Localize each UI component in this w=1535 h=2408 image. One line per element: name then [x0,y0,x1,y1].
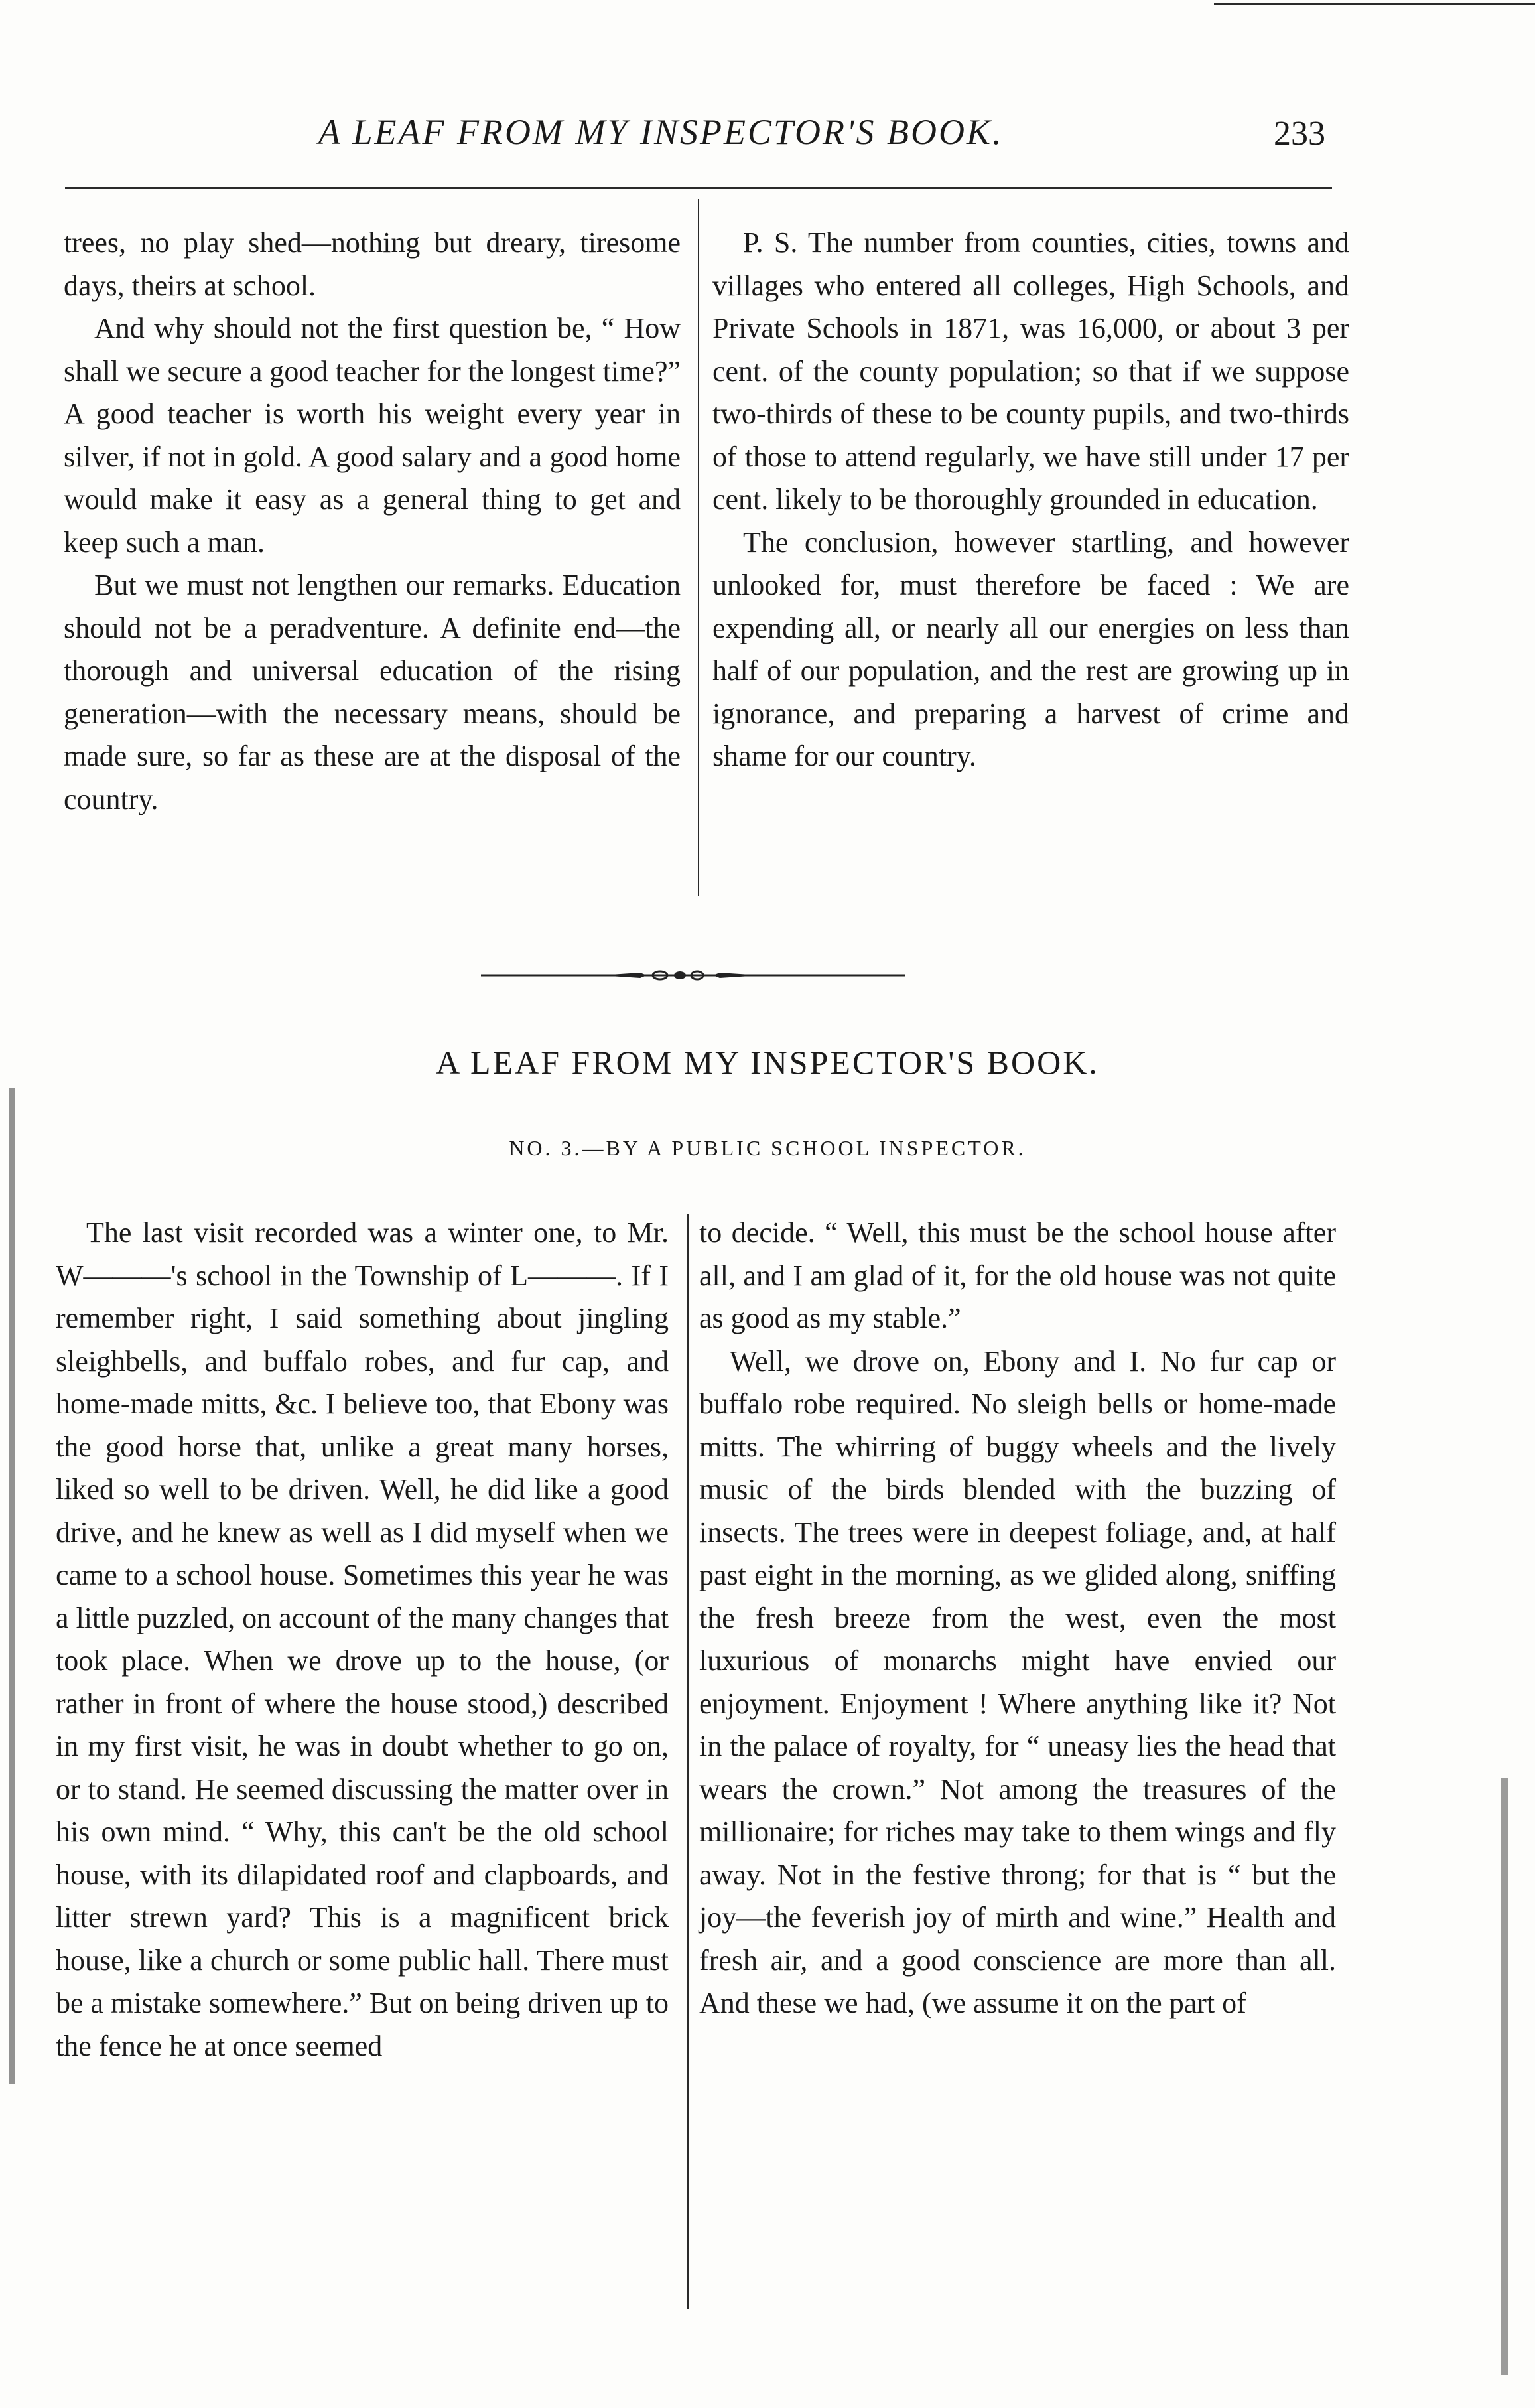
paragraph: P. S. The number from counties, cities, towns and villages who entered all colleges, High Schools, and Private Schools in 1871, was 16,000, or about 3 per cent. of the county population; so that if we suppose two-thirds of these to be county pupils, and two-thirds of those to attend regularly, we have still under 17 per cent. likely to be thoroughly grounded in education. [712,226,1349,516]
top-left-column [64,222,681,821]
corner-rule [1214,3,1535,5]
column-divider [687,1214,689,2309]
paragraph: Well, we drove on, Ebony and I. No fur cap or buffalo robe required. No sleigh bells or home-made mitts. The whirring of buggy wheels and the lively music of the birds blended with the buzzing of insects. The trees were in deepest foliage, and, at half past eight in the morning, as we glided along, sniffing the fresh breeze from the west, even the most luxurious of monarchs might have envied our enjoyment. Enjoyment ! Where anything like it? Not in the palace of royalty, for “ uneasy lies the head that wears the crown.” Not among the treasures of the millionaire; for riches may take to them wings and fly away. Not in the festive throng; for that is “ but the joy—the feverish joy of mirth and wine.” Health and fresh air, and a good conscience are more than all. And these we had, (we assume it on the part of [699,1344,1336,2019]
paragraph: But we must not lengthen our remarks. Education should not be a peradventure. A definite end—the thorough and universal education of the rising generation—with the necessary means, should be made sure, so far as these are at the disposal of the country. [64,569,681,815]
paragraph: And why should not the first question be, “ How shall we secure a good teacher for the longest time?” A good teacher is worth his weight every year in silver, if not in gold. A good salary and a good home would make it easy as a general thing to get and keep such a man. [64,312,681,559]
article-byline: NO. 3.—BY A PUBLIC SCHOOL INSPECTOR. [509,1136,1026,1160]
running-title: A LEAF FROM MY INSPECTOR'S BOOK. [318,112,1004,152]
top-right-column [712,222,1349,778]
ornamental-divider [481,969,905,982]
column-divider [698,199,699,896]
scan-edge-left [9,1088,15,2084]
scan-edge-right [1501,1778,1508,2375]
paragraph: trees, no play shed—nothing but dreary, tiresome days, theirs at school. [64,226,681,302]
page-number: 233 [1274,115,1325,153]
article-right-column [699,1212,1336,2025]
article-left-column [56,1212,669,2068]
paragraph: The conclusion, however startling, and however unlooked for, must therefore be faced : We are expending all, or nearly all our energies on less than half of our population, and the rest are growing up in ignorance, and preparing a harvest of crime and shame for our country. [712,526,1349,772]
paragraph: The last visit recorded was a winter one, to Mr. W———'s school in the Township of L———. If I remember right, I said something about jingling sleighbells, and buffalo robes, and fur cap, and home-made mitts, &c. I believe too, that Ebony was the good horse that, unlike a great many horses, liked so well to be driven. Well, he did like a good drive, and he knew as well as I did myself when we came to a school house. Sometimes this year he was a little puzzled, on account of the many changes that took place. When we drove up to the house, (or rather in front of where the house stood,) described in my first visit, he was in doubt whether to go on, or to stand. He seemed discussing the matter over in his own mind. “ Why, this can't be the old school house, with its dilapidated roof and clapboards, and litter strewn yard? This is a magnificent brick house, like a church or some public hall. There must be a mistake somewhere.” But on being driven up to the fence he at once seemed [56,1216,669,2062]
header-rule [65,187,1332,189]
paragraph: to decide. “ Well, this must be the school house after all, and I am glad of it, for the old house was not quite as good as my stable.” [699,1216,1336,1334]
article-title: A LEAF FROM MY INSPECTOR'S BOOK. [436,1044,1099,1081]
